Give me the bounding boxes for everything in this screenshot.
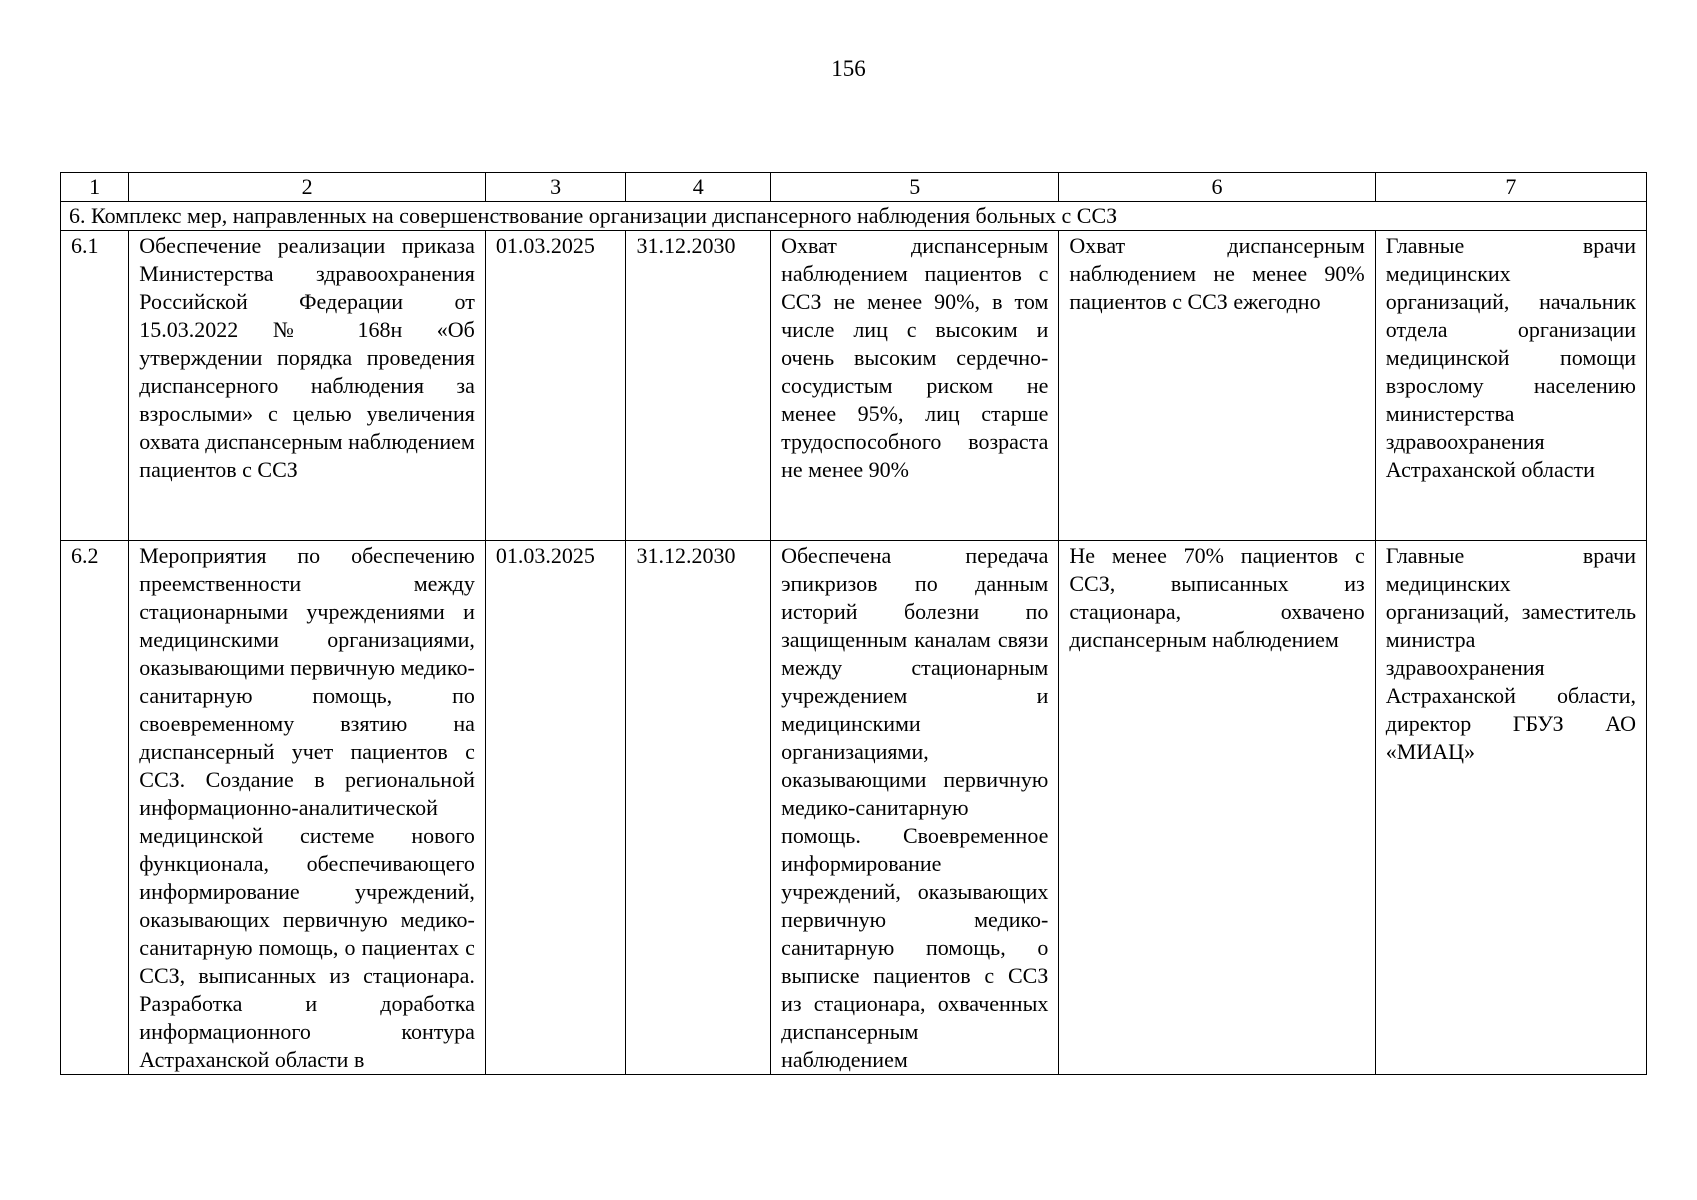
column-header: 4 xyxy=(626,173,771,202)
result-cell: Обеспечена передача эпикризов по данным историй болезни по защищенным каналам связи между стационарным учреждением и медицинскими организациями, оказывающими первичную медико-санитарную помощь. Своевременное информирование учреждений, оказывающих первичную медико-санитарную помощь, о выписке пациентов с ССЗ из стационара, охваченных диспансерным наблюдением xyxy=(771,541,1059,1075)
responsible-cell: Главные врачи медицинских организаций, заместитель министра здравоохранения Астраханской области, директор ГБУЗ АО «МИАЦ» xyxy=(1375,541,1646,1075)
start-date-cell: 01.03.2025 xyxy=(485,231,626,541)
section-title: 6. Комплекс мер, направленных на совершенствование организации диспансерного наблюдения больных с ССЗ xyxy=(61,202,1647,231)
page-number: 156 xyxy=(831,56,866,81)
indicator-cell: Охват диспансерным наблюдением не менее 90% пациентов с ССЗ ежегодно xyxy=(1059,231,1375,541)
column-header: 7 xyxy=(1375,173,1646,202)
column-header: 6 xyxy=(1059,173,1375,202)
indicator-cell: Не менее 70% пациентов с ССЗ, выписанных из стационара, охвачено диспансерным наблюдением xyxy=(1059,541,1375,1075)
column-header: 3 xyxy=(485,173,626,202)
end-date-cell: 31.12.2030 xyxy=(626,231,771,541)
table-header-row xyxy=(61,173,1647,202)
section-row xyxy=(61,202,1647,231)
row-number: 6.1 xyxy=(61,231,129,541)
measures-table xyxy=(60,172,1647,1075)
column-header: 5 xyxy=(771,173,1059,202)
row-number: 6.2 xyxy=(61,541,129,1075)
table-row xyxy=(61,231,1647,541)
end-date-cell: 31.12.2030 xyxy=(626,541,771,1075)
result-cell: Охват диспансерным наблюдением пациентов с ССЗ не менее 90%, в том числе лиц с высоким и очень высоким сердечно-сосудистым риском не менее 95%, лиц старше трудоспособного возраста не менее 90% xyxy=(771,231,1059,541)
column-header: 1 xyxy=(61,173,129,202)
column-header: 2 xyxy=(129,173,486,202)
responsible-cell: Главные врачи медицинских организаций, начальник отдела организации медицинской помощи взрослому населению министерства здравоохранения Астраханской области xyxy=(1375,231,1646,541)
start-date-cell: 01.03.2025 xyxy=(485,541,626,1075)
table-row xyxy=(61,541,1647,1075)
measure-cell: Мероприятия по обеспечению преемственности между стационарными учреждениями и медицинскими организациями, оказывающими первичную медико-санитарную помощь, по своевременному взятию на диспансерный учет пациентов с ССЗ. Создание в региональной информационно-аналитической медицинской системе нового функционала, обеспечивающего информирование учреждений, оказывающих первичную медико-санитарную помощь, о пациентах с ССЗ, выписанных из стационара. Разработка и доработка информационного контура Астраханской области в xyxy=(129,541,486,1075)
measure-cell: Обеспечение реализации приказа Министерства здравоохранения Российской Федерации от 15.03.2022 № 168н «Об утверждении порядка проведения диспансерного наблюдения за взрослыми» с целью увеличения охвата диспансерным наблюдением пациентов с ССЗ xyxy=(129,231,486,541)
